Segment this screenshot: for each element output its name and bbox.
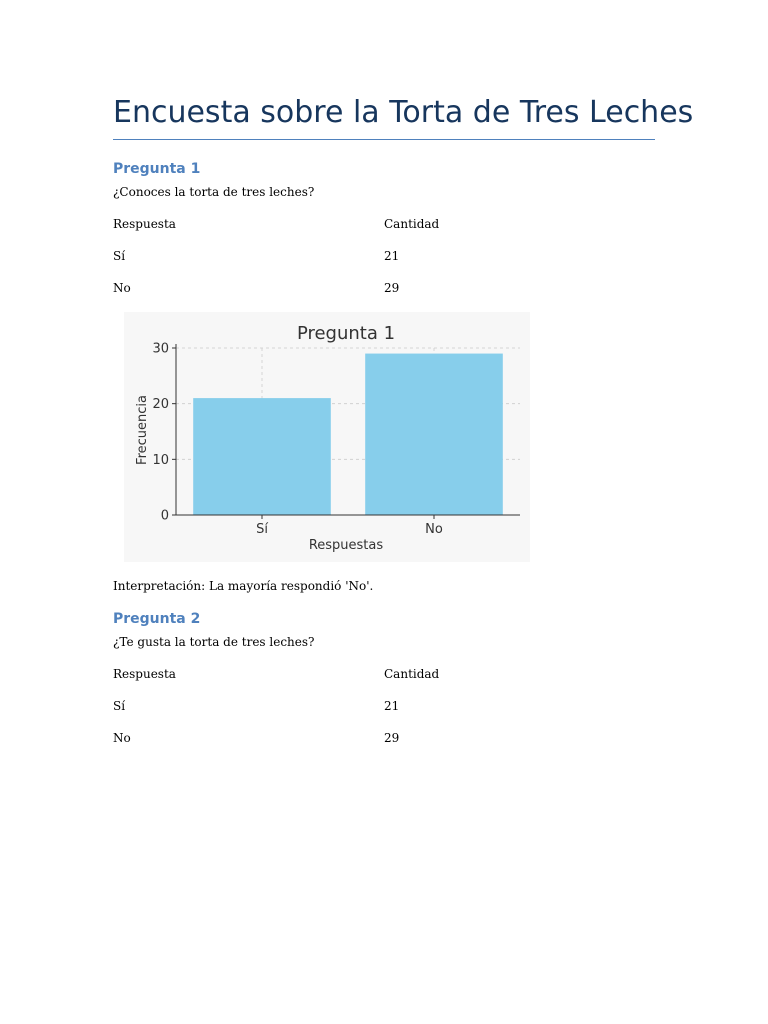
bar-1 — [365, 354, 503, 515]
table-cell-respuesta: No — [113, 731, 131, 745]
table-cell-respuesta: No — [113, 281, 131, 295]
y-tick-label: 10 — [152, 452, 169, 468]
table-header-row — [113, 667, 533, 699]
table-row — [113, 731, 533, 763]
table-cell-cantidad: 21 — [384, 699, 400, 713]
table-header-respuesta: Respuesta — [113, 217, 176, 231]
interpretation-text: Interpretación: La mayoría respondió 'No'. — [113, 579, 374, 593]
y-axis-label: Frecuencia — [135, 395, 150, 465]
chart-title: Pregunta 1 — [296, 323, 396, 344]
question-2-table — [113, 667, 533, 763]
document-title: Encuesta sobre la Torta de Tres Leches — [113, 95, 694, 130]
x-axis-label: Respuestas — [308, 538, 384, 553]
table-row — [113, 699, 533, 731]
table-cell-cantidad: 29 — [384, 731, 400, 745]
y-tick-label: 30 — [152, 341, 169, 357]
table-row — [113, 281, 533, 313]
table-header-cantidad: Cantidad — [384, 217, 440, 231]
table-cell-respuesta: Sí — [113, 249, 126, 263]
table-row — [113, 249, 533, 281]
question-2-text: ¿Te gusta la torta de tres leches? — [113, 635, 315, 649]
table-header-respuesta: Respuesta — [113, 667, 176, 681]
bar-chart — [124, 312, 530, 562]
question-2-heading: Pregunta 2 — [113, 611, 201, 627]
table-header-cantidad: Cantidad — [384, 667, 440, 681]
question-1-heading: Pregunta 1 — [113, 161, 201, 177]
bar-0 — [193, 398, 331, 515]
chart-figure — [124, 312, 530, 562]
y-tick-label: 0 — [160, 508, 169, 524]
table-header-row — [113, 217, 533, 249]
question-1-table — [113, 217, 533, 313]
y-tick-label: 20 — [152, 397, 169, 413]
x-tick-label: No — [425, 522, 443, 537]
x-tick-label: Sí — [256, 522, 268, 537]
title-underline — [113, 139, 655, 140]
question-1-text: ¿Conoces la torta de tres leches? — [113, 185, 315, 199]
table-cell-respuesta: Sí — [113, 699, 126, 713]
table-cell-cantidad: 29 — [384, 281, 400, 295]
table-cell-cantidad: 21 — [384, 249, 400, 263]
